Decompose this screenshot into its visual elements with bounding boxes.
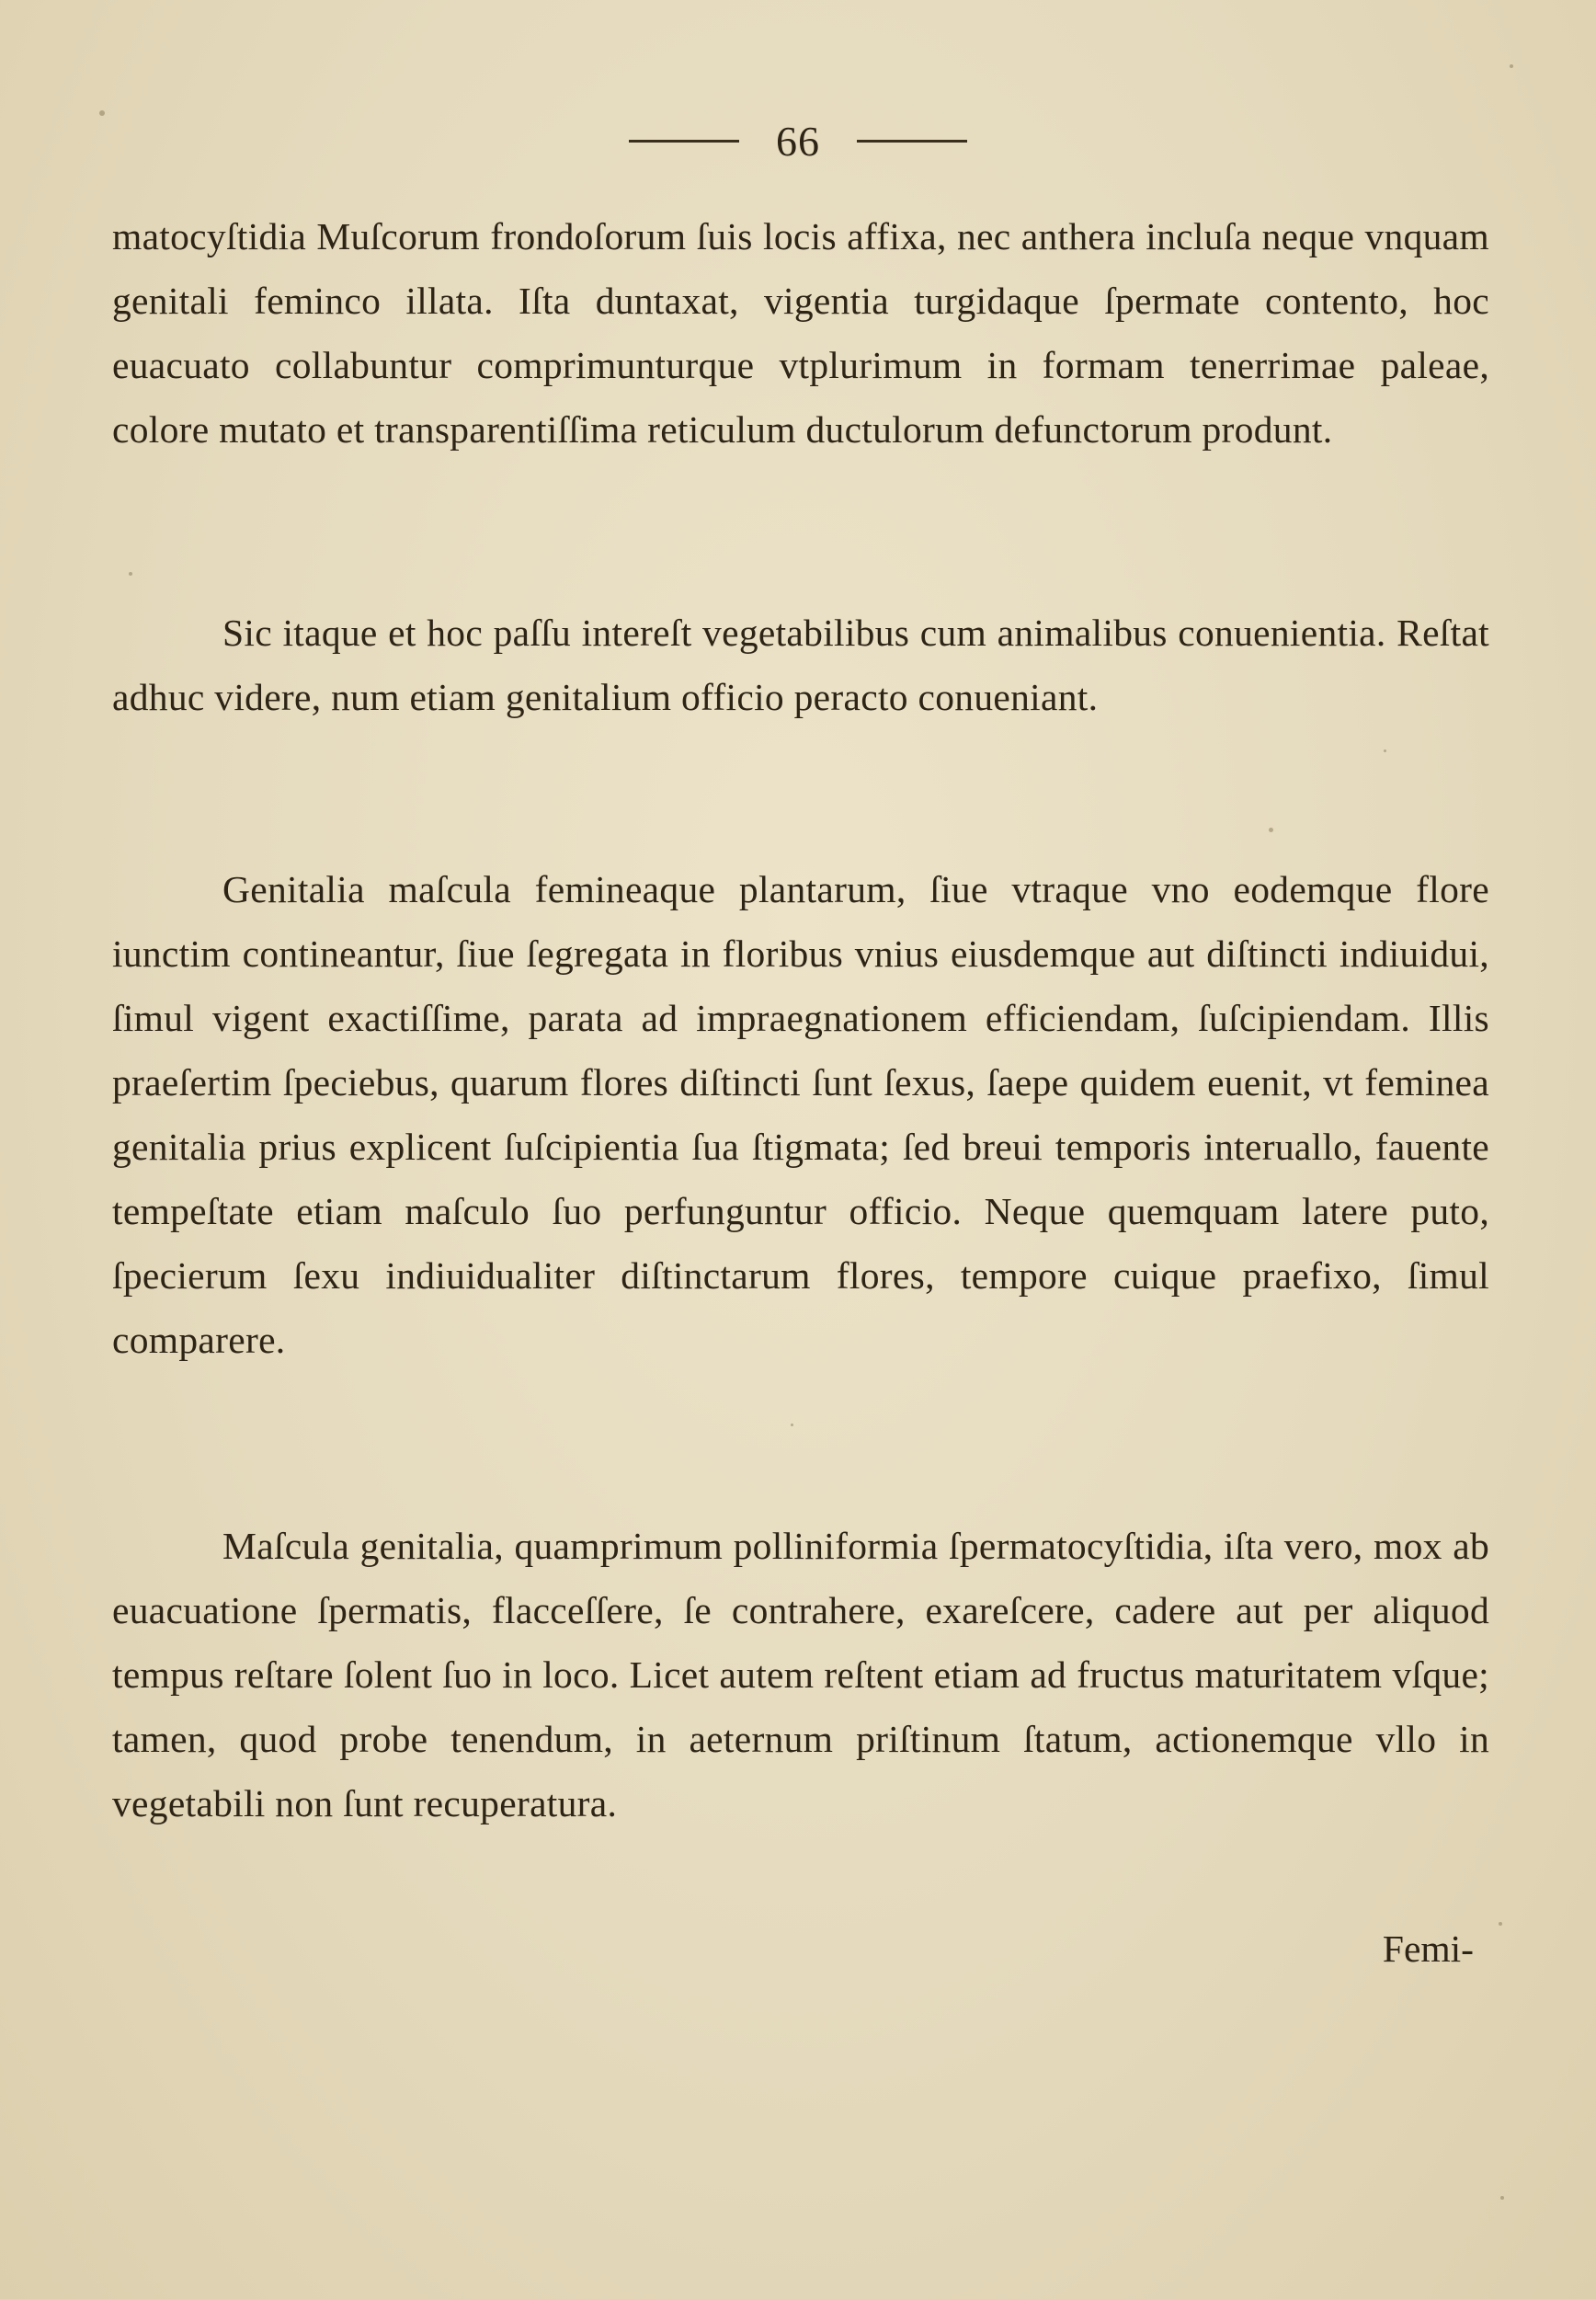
paper-speck (99, 110, 105, 116)
paper-speck (1499, 1922, 1502, 1926)
paper-speck (1510, 64, 1513, 68)
page-number: 66 (776, 117, 820, 165)
paper-speck (129, 572, 132, 576)
left-rule (629, 140, 739, 143)
paper-speck (1384, 749, 1386, 752)
paper-speck (791, 1424, 793, 1426)
catchword: Femi- (1382, 1927, 1474, 1970)
right-rule (857, 140, 967, 143)
paper-speck (1500, 2196, 1504, 2200)
paragraph-2: Sic itaque et hoc paſſu intereſt vegetabilibus cum animalibus conuenientia. Reſtat adhuc videre, num etiam genitalium officio peracto conueniant. (112, 612, 1489, 718)
page-header (0, 109, 1596, 173)
paragraph-3: Genitalia maſcula femineaque plantarum, ſiue vtraque vno eodemque flore iunctim contineantur, ſiue ſegregata in floribus vnius eiusdemque aut diſtincti indiuidui, ſimul vigent exactiſſime, parata ad impraegnationem efficiendam, ſuſcipiendam. Illis praeſertim ſpeciebus, quarum flores diſtincti ſunt ſexus, ſaepe quidem euenit, vt feminea genitalia prius explicent ſuſcipientia ſua ſtigmata; ſed breui temporis interuallo, fauente tempeſtate etiam maſculo ſuo perfunguntur officio. Neque quemquam latere puto, ſpecierum ſexu indiuidualiter diſtinctarum flores, tempore cuique praefixo, ſimul comparere. (112, 868, 1489, 1361)
paper-speck (1269, 828, 1273, 832)
paragraph-4: Maſcula genitalia, quamprimum polliniformia ſpermatocyſtidia, iſta vero, mox ab euacuatione ſpermatis, flacceſſere, ſe contrahere, exareſcere, cadere aut per aliquod tempus reſtare ſolent ſuo in loco. Licet autem reſtent etiam ad fructus maturitatem vſque; tamen, quod probe tenendum, in aeternum priſtinum ſtatum, actionemque vllo in vegetabili non ſunt recuperatura. (112, 1525, 1489, 1824)
paragraph-1: matocyſtidia Muſcorum frondoſorum ſuis locis affixa, nec anthera incluſa neque vnquam genitali feminco illata. Iſta duntaxat, vigentia turgidaque ſpermate contento, hoc euacuato collabuntur comprimunturque vtplurimum in formam tenerrimae paleae, colore mutato et transparentiſſima reticulum ductulorum defunctorum produnt. (112, 215, 1489, 451)
